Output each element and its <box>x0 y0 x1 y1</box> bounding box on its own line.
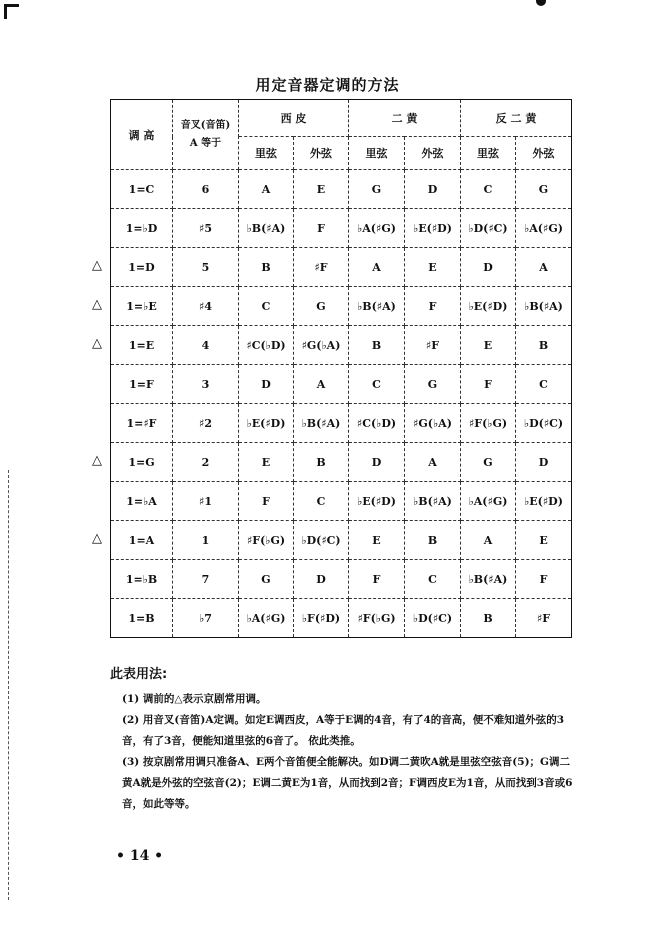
key-cell: 1=C <box>111 170 173 209</box>
pitch-cell: ♭A(♯G) <box>349 209 405 248</box>
table-row <box>111 209 572 248</box>
pitch-cell: F <box>516 560 572 599</box>
key-cell: 1=G <box>111 443 173 482</box>
a-equals-cell: 3 <box>173 365 239 404</box>
key-cell: 1=B <box>111 599 173 638</box>
sub-header: 外弦 <box>294 137 349 170</box>
sub-header: 里弦 <box>239 137 294 170</box>
pitch-cell: ♯G(♭A) <box>294 326 349 365</box>
a-equals-cell: ♯1 <box>173 482 239 521</box>
key-cell: 1=D <box>111 248 173 287</box>
pitch-cell: G <box>349 170 405 209</box>
common-key-marker: △ <box>92 336 102 351</box>
pitch-cell: C <box>294 482 349 521</box>
pitch-cell: B <box>516 326 572 365</box>
pitch-cell: D <box>516 443 572 482</box>
note-item: (1) 调前的△表示京剧常用调。 <box>122 693 267 705</box>
a-equals-cell: 7 <box>173 560 239 599</box>
key-cell: 1=F <box>111 365 173 404</box>
pitch-cell: ♭E(♯D) <box>516 482 572 521</box>
common-key-marker: △ <box>92 453 102 468</box>
pipe-header <box>173 100 239 170</box>
pitch-cell: ♯F(♭G) <box>239 521 294 560</box>
a-equals-cell: 4 <box>173 326 239 365</box>
margin-line <box>8 470 9 900</box>
table-row <box>111 404 572 443</box>
pitch-cell: E <box>349 521 405 560</box>
table-row <box>111 482 572 521</box>
pitch-cell: E <box>294 170 349 209</box>
group-header-xipi: 西 皮 <box>239 100 349 137</box>
a-equals-cell: 1 <box>173 521 239 560</box>
group-header-fanerhuang: 反 二 黄 <box>461 100 572 137</box>
pitch-cell: ♭B(♯A) <box>294 404 349 443</box>
pipe-header-line2: A 等于 <box>189 137 222 149</box>
a-equals-cell: 6 <box>173 170 239 209</box>
pitch-cell: A <box>294 365 349 404</box>
pitch-cell: ♭D(♯C) <box>461 209 516 248</box>
common-key-marker: △ <box>92 258 102 273</box>
pitch-cell: A <box>239 170 294 209</box>
pitch-cell: ♭D(♯C) <box>294 521 349 560</box>
pitch-cell: ♭B(♯A) <box>516 287 572 326</box>
usage-notes <box>110 664 580 815</box>
key-cell: 1=♭B <box>111 560 173 599</box>
sub-header: 里弦 <box>461 137 516 170</box>
a-equals-cell: ♭7 <box>173 599 239 638</box>
pitch-cell: ♭B(♯A) <box>239 209 294 248</box>
pitch-cell: F <box>461 365 516 404</box>
pitch-cell: C <box>405 560 461 599</box>
pitch-cell: ♭B(♯A) <box>461 560 516 599</box>
pitch-cell: A <box>349 248 405 287</box>
pitch-cell: ♯F(♭G) <box>349 599 405 638</box>
pitch-cell: C <box>516 365 572 404</box>
table-row <box>111 443 572 482</box>
pitch-cell: E <box>239 443 294 482</box>
pitch-cell: E <box>405 248 461 287</box>
table-row <box>111 599 572 638</box>
page-title: 用定音器定调的方法 <box>255 76 400 94</box>
pitch-cell: B <box>405 521 461 560</box>
pitch-cell: ♭A(♯G) <box>516 209 572 248</box>
pitch-cell: ♭E(♯D) <box>349 482 405 521</box>
pitch-cell: D <box>239 365 294 404</box>
key-cell: 1=♯F <box>111 404 173 443</box>
key-cell: 1=A <box>111 521 173 560</box>
pitch-cell: ♭F(♯D) <box>294 599 349 638</box>
pitch-cell: ♭D(♯C) <box>516 404 572 443</box>
key-cell: 1=♭A <box>111 482 173 521</box>
pitch-cell: F <box>405 287 461 326</box>
sub-header: 里弦 <box>349 137 405 170</box>
a-equals-cell: ♯2 <box>173 404 239 443</box>
pitch-cell: ♯F <box>405 326 461 365</box>
pitch-cell: G <box>516 170 572 209</box>
table-row <box>111 365 572 404</box>
key-cell: 1=♭E <box>111 287 173 326</box>
a-equals-cell: ♯4 <box>173 287 239 326</box>
notes-heading: 此表用法: <box>110 667 168 682</box>
sub-header: 外弦 <box>405 137 461 170</box>
pitch-cell: F <box>349 560 405 599</box>
pitch-cell: ♭D(♯C) <box>405 599 461 638</box>
pitch-cell: E <box>516 521 572 560</box>
pitch-cell: D <box>405 170 461 209</box>
pitch-cell: ♭B(♯A) <box>405 482 461 521</box>
a-equals-cell: 2 <box>173 443 239 482</box>
pitch-cell: ♯F <box>516 599 572 638</box>
table-row <box>111 560 572 599</box>
pitch-cell: ♯C(♭D) <box>239 326 294 365</box>
pitch-cell: A <box>516 248 572 287</box>
pitch-cell: G <box>405 365 461 404</box>
pitch-cell: ♯F <box>294 248 349 287</box>
pitch-cell: ♭E(♯D) <box>239 404 294 443</box>
table-row <box>111 248 572 287</box>
pitch-cell: D <box>349 443 405 482</box>
pitch-cell: B <box>349 326 405 365</box>
pitch-cell: ♯F(♭G) <box>461 404 516 443</box>
pitch-cell: ♭E(♯D) <box>405 209 461 248</box>
pipe-header-line1: 音叉(音笛) <box>180 119 231 131</box>
table-row <box>111 326 572 365</box>
pitch-cell: C <box>239 287 294 326</box>
pitch-cell: C <box>461 170 516 209</box>
pitch-cell: ♭B(♯A) <box>349 287 405 326</box>
a-equals-cell: 5 <box>173 248 239 287</box>
key-header: 调 高 <box>111 100 173 170</box>
pitch-cell: E <box>461 326 516 365</box>
table-row <box>111 170 572 209</box>
pitch-cell: B <box>461 599 516 638</box>
pitch-cell: G <box>461 443 516 482</box>
pitch-cell: ♯G(♭A) <box>405 404 461 443</box>
pitch-cell: B <box>294 443 349 482</box>
key-cell: 1=E <box>111 326 173 365</box>
pitch-cell: ♭A(♯G) <box>461 482 516 521</box>
ink-mark <box>536 0 546 6</box>
pitch-cell: D <box>461 248 516 287</box>
pitch-cell: ♭E(♯D) <box>461 287 516 326</box>
pitch-cell: C <box>349 365 405 404</box>
table-row <box>111 521 572 560</box>
note-item: (3) 按京剧常用调只准备A、E两个音笛便全能解决。如D调二黄吹A就是里弦空弦音(5)；G调二黄A就是外弦的空弦音(2)；E调二黄E为1音，从而找到2音；F调西皮E为1音，从而找到3音或6音，如此等等。 <box>122 756 573 810</box>
pitch-cell: D <box>294 560 349 599</box>
table-row <box>111 287 572 326</box>
page-number: • 14 • <box>116 848 164 864</box>
pitch-cell: ♯C(♭D) <box>349 404 405 443</box>
tuning-table <box>110 99 572 638</box>
group-header-erhuang: 二 黄 <box>349 100 461 137</box>
a-equals-cell: ♯5 <box>173 209 239 248</box>
pitch-cell: G <box>239 560 294 599</box>
pitch-cell: ♭A(♯G) <box>239 599 294 638</box>
pitch-cell: G <box>294 287 349 326</box>
note-item: (2) 用音叉(音笛)A定调。如定E调西皮，A等于E调的4音，有了4的音高，便不难知道外弦的3音，有了3音，便能知道里弦的6音了。 依此类推。 <box>122 714 565 747</box>
pitch-cell: F <box>294 209 349 248</box>
pitch-cell: A <box>461 521 516 560</box>
corner-mark <box>4 4 19 19</box>
pitch-cell: B <box>239 248 294 287</box>
pitch-cell: A <box>405 443 461 482</box>
key-cell: 1=♭D <box>111 209 173 248</box>
common-key-marker: △ <box>92 531 102 546</box>
common-key-marker: △ <box>92 297 102 312</box>
sub-header: 外弦 <box>516 137 572 170</box>
pitch-cell: F <box>239 482 294 521</box>
